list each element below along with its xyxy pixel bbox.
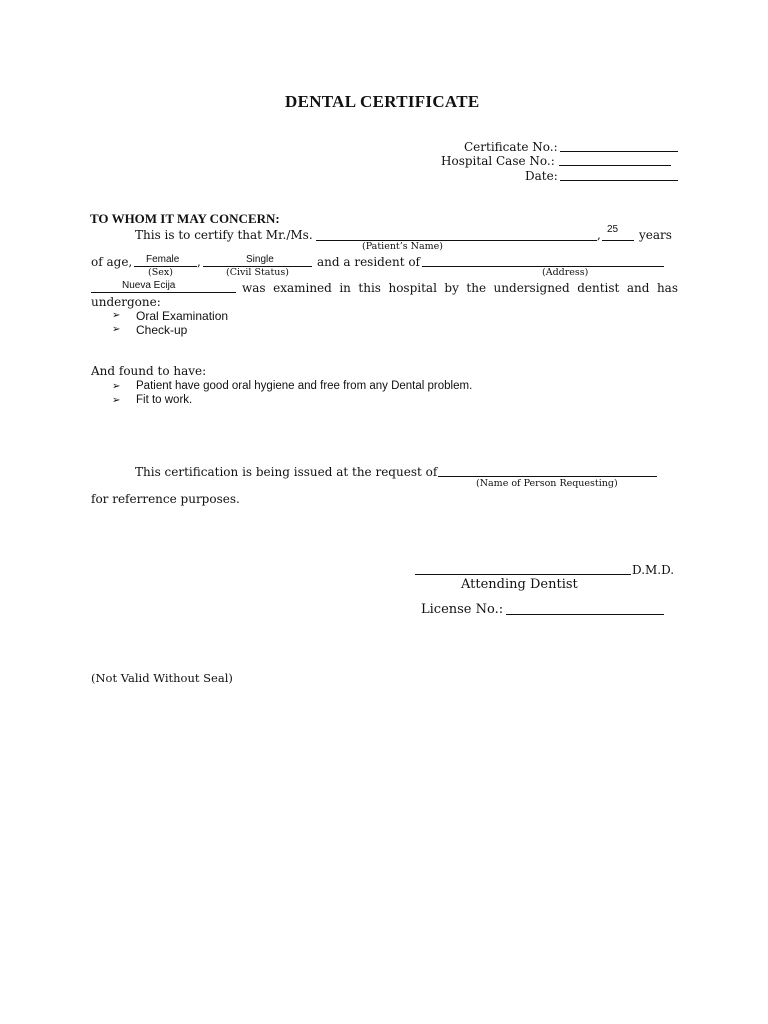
purpose-text: for referrence purposes. (91, 492, 240, 506)
procedure-item: Check-up (136, 323, 188, 337)
requester-line (438, 476, 657, 477)
patient-name-caption: (Patient’s Name) (362, 241, 443, 252)
date-label: Date: (525, 169, 558, 183)
years-label: years (639, 228, 672, 242)
address-continuation-line (91, 292, 236, 293)
comma-separator: , (197, 255, 201, 269)
civil-status-value: Single (246, 254, 274, 265)
arrow-bullet-icon: ➢ (112, 381, 121, 392)
license-no-line (506, 614, 664, 615)
signature-line (415, 574, 631, 575)
resident-text: and a resident of (317, 255, 420, 269)
salutation: TO WHOM IT MAY CONCERN: (90, 211, 280, 226)
not-valid-note: (Not Valid Without Seal) (91, 671, 233, 685)
certificate-no-line (560, 151, 678, 152)
certificate-no-label: Certificate No.: (464, 140, 558, 154)
finding-item: Patient have good oral hygiene and free from any Dental problem. (136, 380, 473, 392)
civil-status-caption: (Civil Status) (226, 267, 289, 278)
page-title: DENTAL CERTIFICATE (285, 92, 480, 111)
procedure-item: Oral Examination (136, 309, 229, 323)
patient-name-line (316, 240, 597, 241)
arrow-bullet-icon: ➢ (112, 310, 121, 321)
hospital-case-no-label: Hospital Case No.: (441, 154, 555, 168)
license-no-label: License No.: (421, 602, 504, 617)
examined-text: was examined in this hospital by the undersigned dentist and has (242, 281, 678, 295)
comma-separator: , (597, 228, 601, 242)
finding-item: Fit to work. (136, 394, 193, 406)
date-line (560, 180, 678, 181)
request-text: This certification is being issued at the request of (135, 465, 438, 479)
address-value: Nueva Ecija (122, 280, 176, 291)
sex-value: Female (146, 254, 180, 265)
arrow-bullet-icon: ➢ (112, 324, 121, 335)
dmd-suffix: D.M.D. (632, 563, 675, 577)
age-line (602, 240, 634, 241)
age-value: 25 (607, 224, 619, 235)
attending-dentist-label: Attending Dentist (461, 577, 578, 592)
of-age-label: of age, (91, 255, 133, 269)
arrow-bullet-icon: ➢ (112, 395, 121, 406)
certify-text: This is to certify that Mr./Ms. (135, 228, 313, 242)
found-label: And found to have: (91, 364, 207, 378)
undergone-label: undergone: (91, 295, 161, 309)
hospital-case-no-line (559, 165, 671, 166)
sex-caption: (Sex) (148, 267, 173, 278)
requester-caption: (Name of Person Requesting) (476, 478, 618, 489)
address-caption: (Address) (542, 267, 589, 278)
